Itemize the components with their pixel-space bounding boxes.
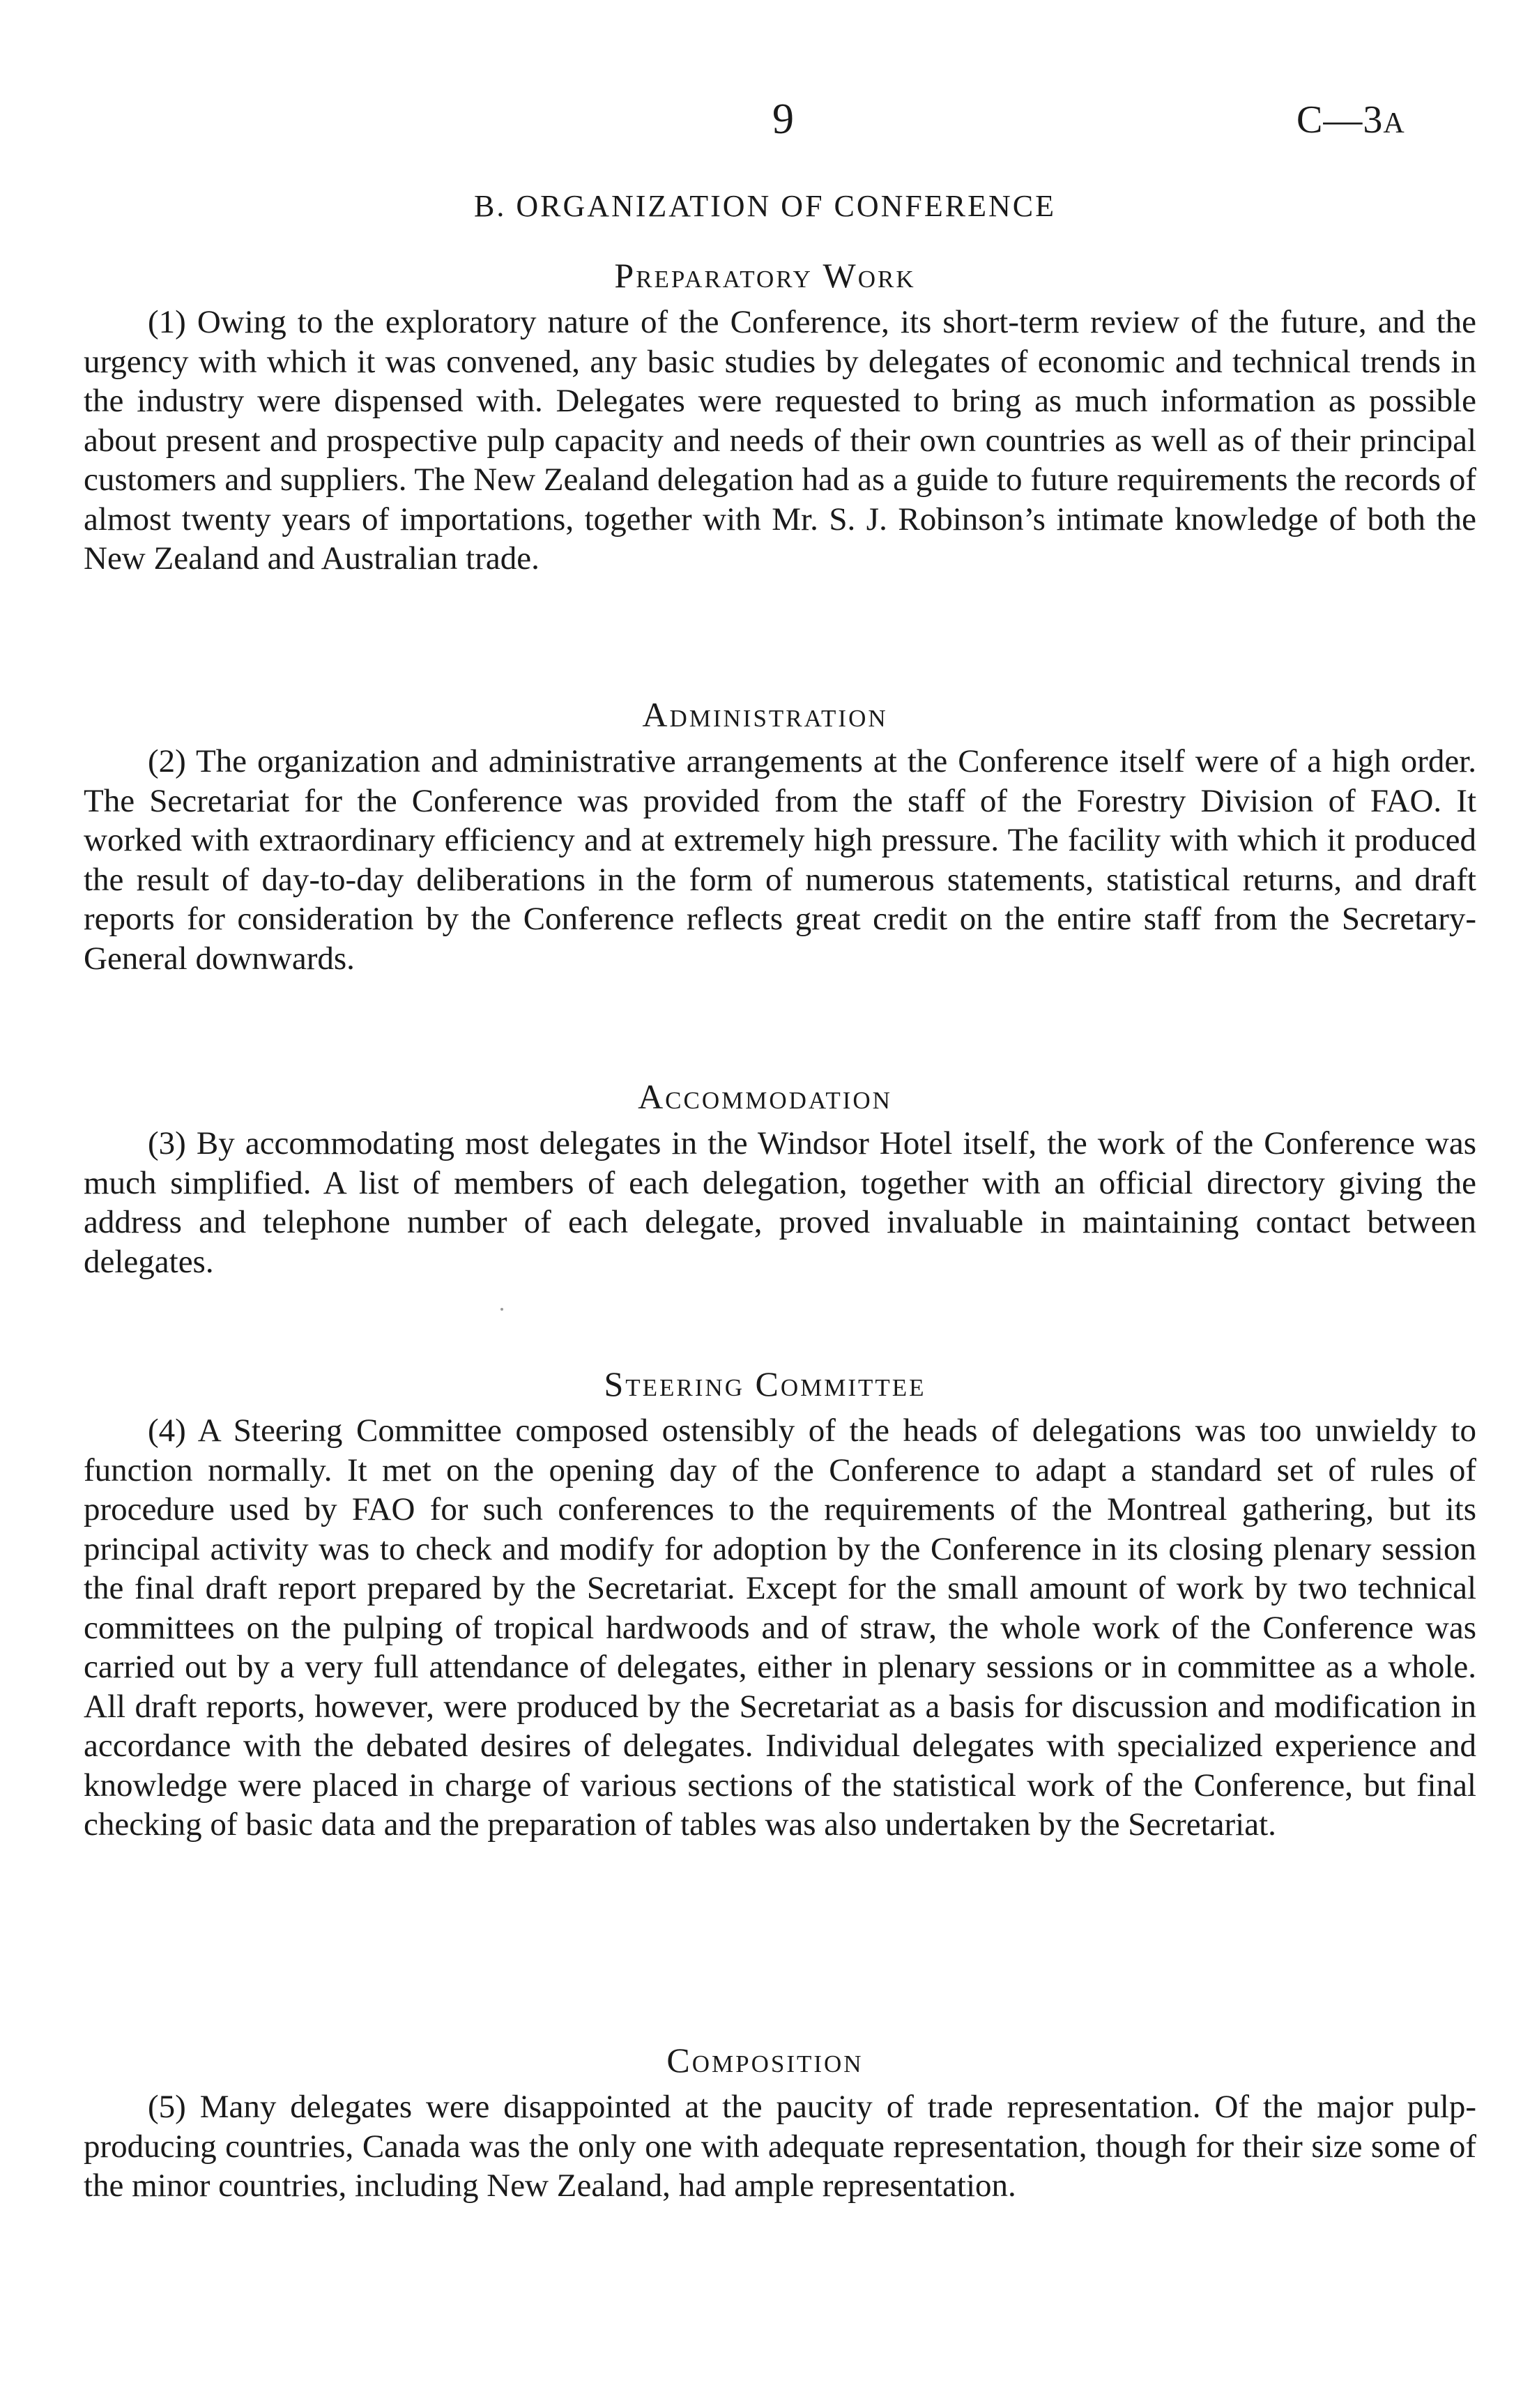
section-title: B. ORGANIZATION OF CONFERENCE [473, 189, 1057, 223]
heading-administration: Administration [642, 695, 888, 734]
document-reference-main: C—3 [1296, 98, 1384, 142]
page-number: 9 [772, 96, 794, 143]
paragraph-administration: (2) The organization and administrative arrangements at the Conference itself were of a high order. The Secretariat for the Conference was provided from the staff of the Forestry Division of FAO. It worked with extraordinary efficiency and at extremely high pressure. The facility with which it produced the result of day-to-day deliberations in the form of numerous statements, statistical returns, and draft reports for consideration by the Conference reflects great credit on the entire staff from the Secretary-General downwards. [84, 743, 1476, 977]
heading-steering-committee: Steering Committee [604, 1364, 926, 1403]
heading-accommodation: Accommodation [638, 1077, 892, 1116]
paragraph-accommodation: (3) By accommodating most delegates in the Windsor Hotel itself, the work of the Conference was much simplified. A list of members of each delegation, together with an official directory giving the address and telephone number of each delegate, proved invaluable in maintaining contact between delegates. [84, 1125, 1476, 1280]
heading-preparatory-work: Preparatory Work [614, 256, 916, 295]
document-reference-suffix: A [1383, 107, 1405, 139]
paragraph-composition: (5) Many delegates were disappointed at the paucity of trade representation. Of the major pulp-producing countries, Canada was the only one with adequate representation, though for their size some of the minor countries, including New Zealand, had ample representation. [84, 2089, 1476, 2204]
heading-composition: Composition [666, 2041, 864, 2080]
stray-mark [500, 1308, 503, 1311]
paragraph-steering-committee: (4) A Steering Committee composed ostensibly of the heads of delegations was too unwieldy to function normally. It met on the opening day of the Conference to adapt a standard set of rules of procedure used by FAO for such conferences to the requirements of the Montreal gathering, but its principal activity was to check and modify for adoption by the Conference in its closing plenary session the final draft report prepared by the Secretariat. Except for the small amount of work by two technical committees on the pulping of tropical hardwoods and of straw, the whole work of the Conference was carried out by a very full attendance of delegates, either in plenary sessions or in committee as a whole. All draft reports, however, were produced by the Secretariat as a basis for discussion and modification in accordance with the debated desires of delegates. Individual delegates with specialized experience and knowledge were placed in charge of various sections of the statistical work of the Conference, but final checking of basic data and the preparation of tables was also undertaken by the Secretariat. [84, 1412, 1476, 1843]
paragraph-preparatory-work: (1) Owing to the exploratory nature of the Conference, its short-term review of the future, and the urgency with which it was convened, any basic studies by delegates of economic and technical trends in the industry were dispensed with. Delegates were requested to bring as much information as possible about present and prospective pulp capacity and needs of their own countries as well as of their principal customers and suppliers. The New Zealand delegation had as a guide to future requirements the records of almost twenty years of importations, together with Mr. S. J. Robinson’s intimate knowledge of both the New Zealand and Australian trade. [84, 304, 1476, 577]
document-reference [1296, 98, 1405, 142]
